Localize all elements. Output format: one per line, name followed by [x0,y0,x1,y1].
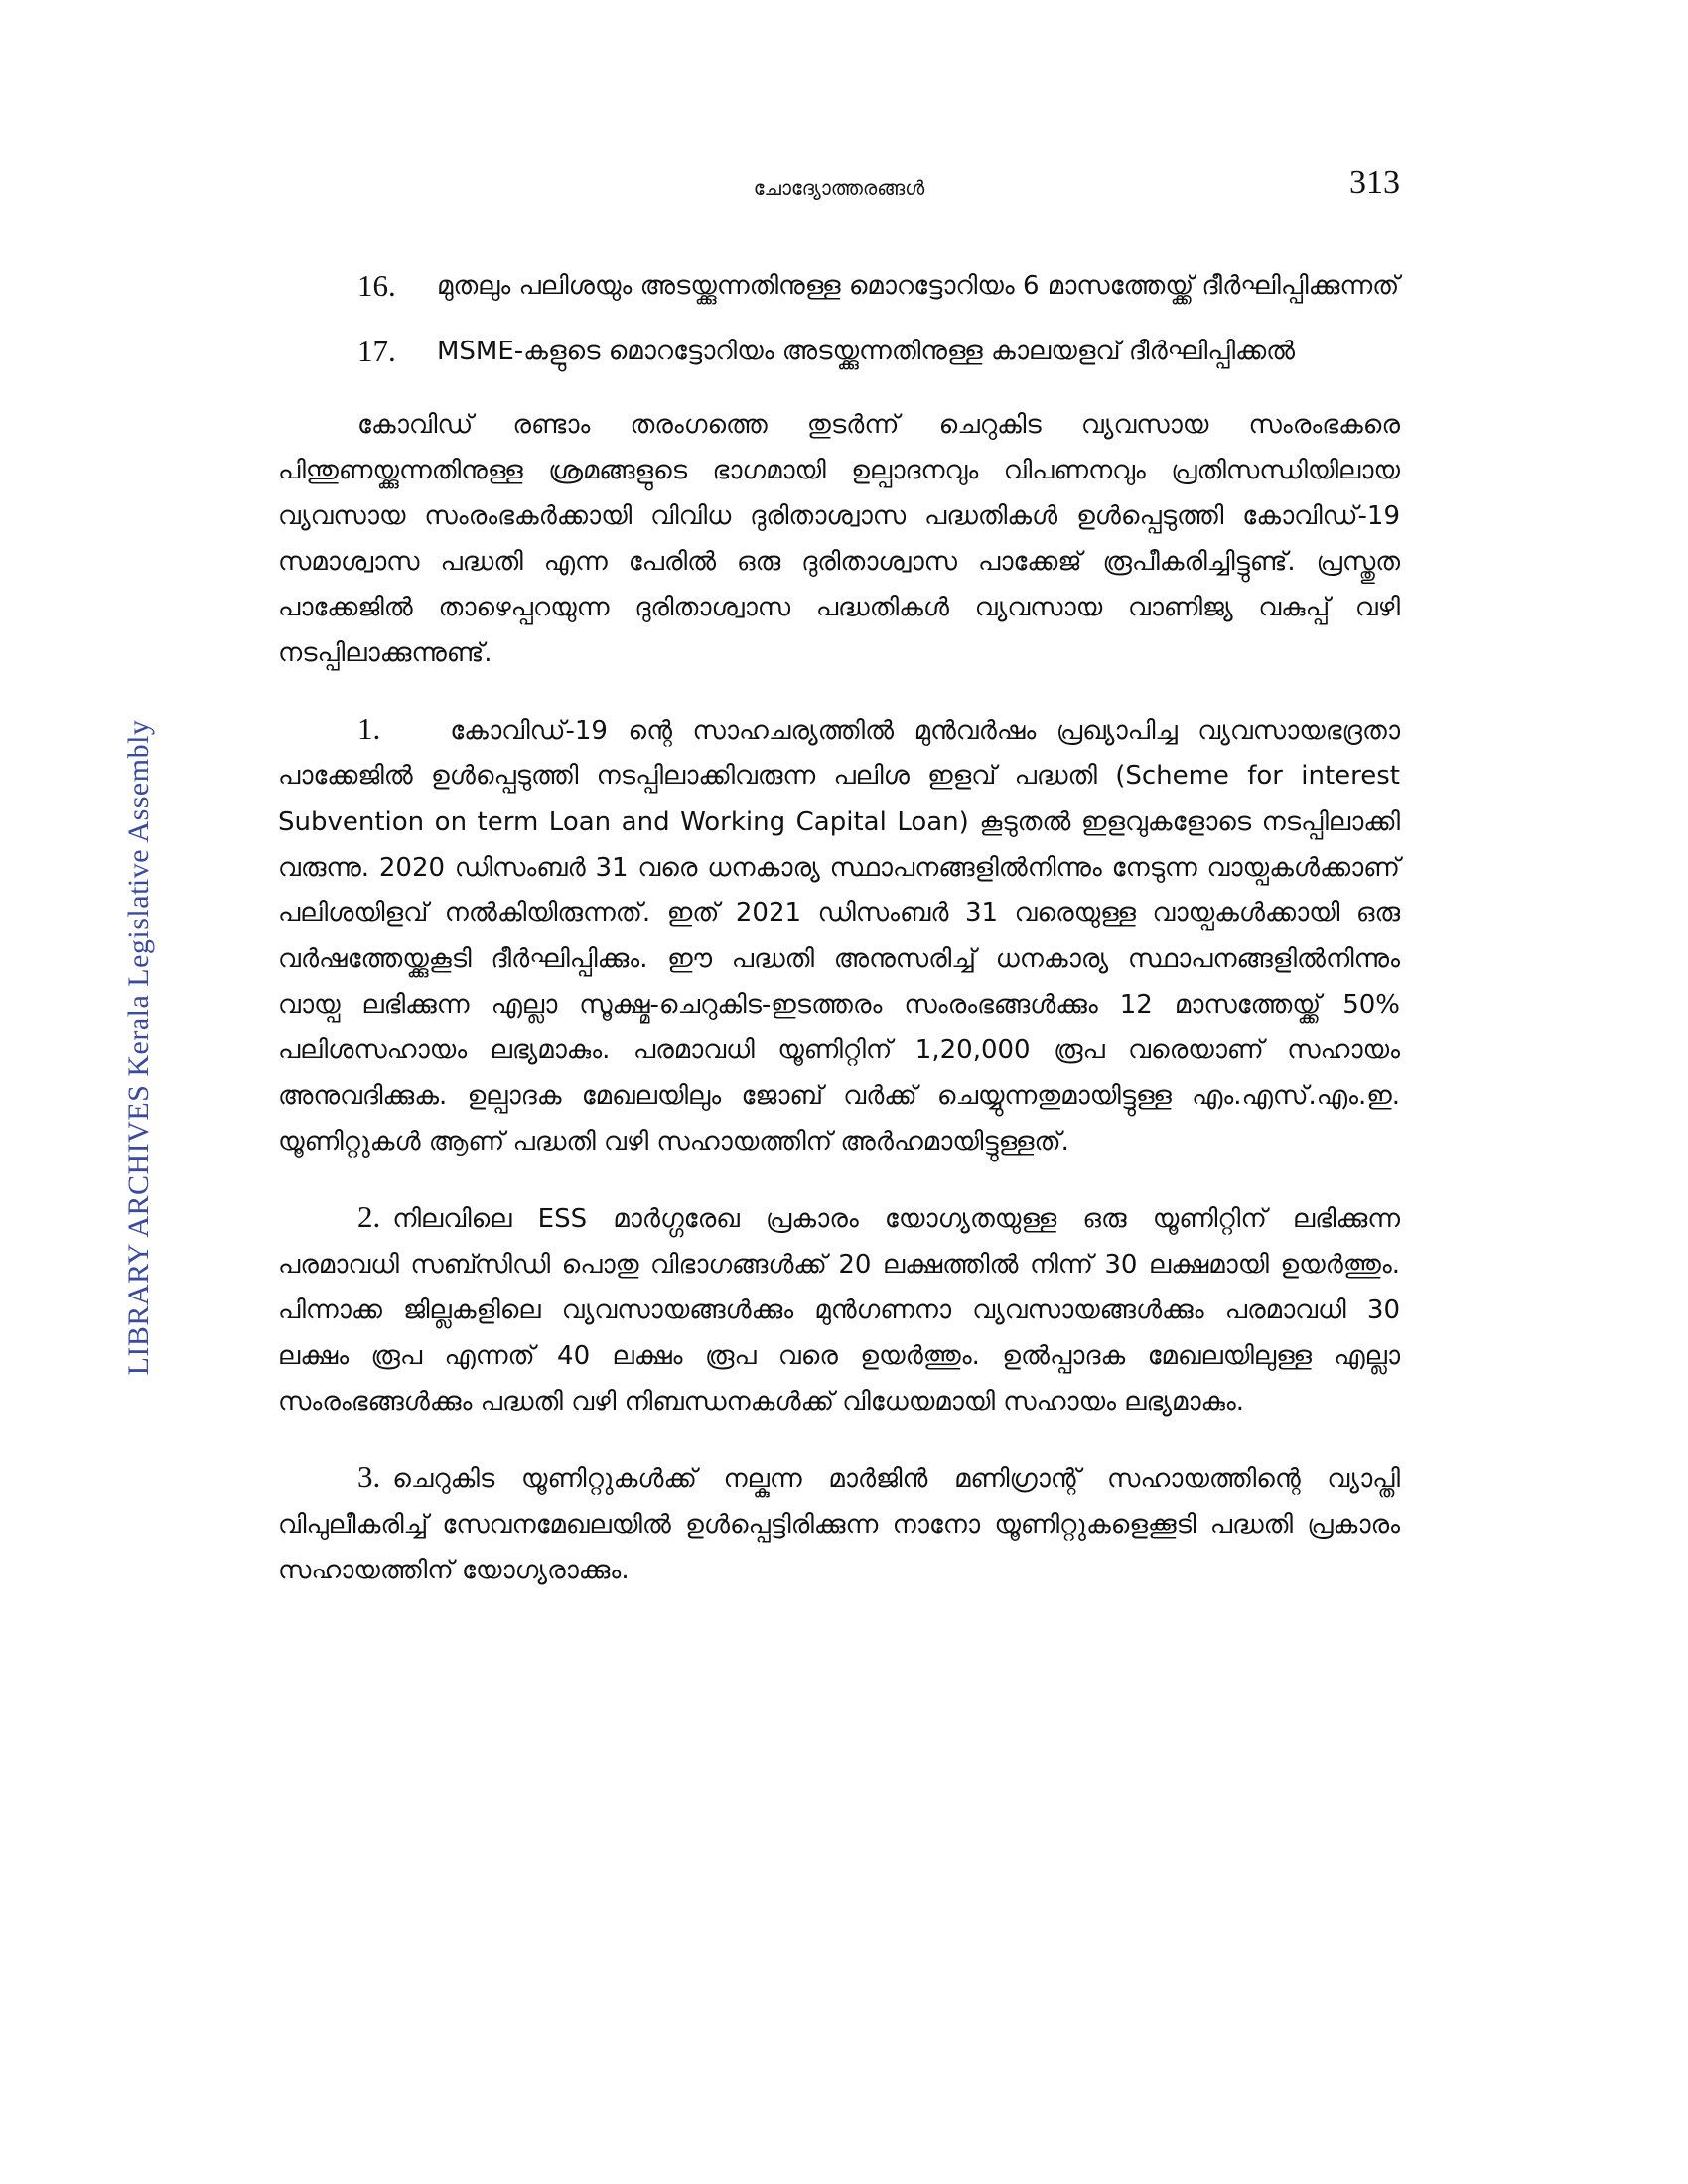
paragraph-number: 2. [357,1199,381,1234]
list-item-text: MSME-കളുടെ മൊറട്ടോറിയം അടയ്ക്കുന്നതിനുള്ള കാലയളവ് ദീർഘിപ്പിക്കൽ [437,337,1296,366]
numbered-paragraph-1 [278,706,1400,1164]
intro-paragraph: കോവിഡ് രണ്ടാം തരംഗത്തെ തുടർന്ന് ചെറുകിട വ്യവസായ സംരംഭകരെ പിന്തുണയ്ക്കുന്നതിനുള്ള ശ്രമങ്ങളുടെ ഭാഗമായി ഉല്പാദനവും വിപണനവും പ്രതിസന്ധിയിലായ വ്യവസായ സംരംഭകർക്കായി വിവിധ ദുരിതാശ്വാസ പദ്ധതികൾ ഉൾപ്പെടുത്തി കോവിഡ്-19 സമാശ്വാസ പദ്ധതി എന്ന പേരിൽ ഒരു ദുരിതാശ്വാസ പാക്കേജ് രൂപീകരിച്ചിട്ടുണ്ട്. പ്രസ്തുത പാക്കേജിൽ താഴെപ്പറയുന്ന ദുരിതാശ്വാസ പദ്ധതികൾ വ്യവസായ വാണിജ്യ വകുപ്പ് വഴി നടപ്പിലാക്കുന്നുണ്ട്. [278,410,1400,668]
paragraph-number: 1. [357,711,381,746]
paragraph-text: ചെറുകിട യൂണിറ്റുകൾക്ക് നല്കുന്ന മാർജിൻ മണിഗ്രാന്റ് സഹായത്തിന്റെ വ്യാപ്തി വിപുലീകരിച്ച് സേവനമേഖലയിൽ ഉൾപ്പെട്ടിരിക്കുന്ന നാനോ യൂണിറ്റുകളെക്കൂടി പദ്ധതി പ്രകാരം സഹായത്തിന് യോഗ്യരാക്കും. [278,1464,1400,1585]
paragraph-number: 3. [357,1459,381,1494]
paragraph-text: കോവിഡ്-19 ന്റെ സാഹചര്യത്തിൽ മുൻവർഷം പ്രഖ്യാപിച്ച വ്യവസായഭദ്രതാ പാക്കേജിൽ ഉൾപ്പെടുത്തി നടപ്പിലാക്കിവരുന്ന പലിശ ഇളവ് പദ്ധതി (Scheme for interest Subvention on term Loan and Working Capital Loan) കൂടുതൽ ഇളവുകളോടെ നടപ്പിലാക്കി വരുന്നു. 2020 ഡിസംബർ 31 വരെ ധനകാര്യ സ്ഥാപനങ്ങളിൽനിന്നും നേടുന്ന വായ്പകൾക്കാണ് പലിശയിളവ് നൽകിയിരുന്നത്. ഇത് 2021 ഡിസംബർ 31 വരെയുള്ള വായ്പകൾക്കായി ഒരു വർഷത്തേയ്ക്കുകൂടി ദീർഘിപ്പിക്കും. ഈ പദ്ധതി അനുസരിച്ച് ധനകാര്യ സ്ഥാപനങ്ങളിൽനിന്നും വായ്പ ലഭിക്കുന്ന എല്ലാ സൂക്ഷ്മ-ചെറുകിട-ഇടത്തരം സംരംഭങ്ങൾക്കും 12 മാസത്തേയ്ക്ക് 50% പലിശസഹായം ലഭ്യമാകും. പരമാവധി യൂണിറ്റിന് 1,20,000 രൂപ വരെയാണ് സഹായം അനുവദിക്കുക. ഉല്പാദക മേഖലയിലും ജോബ് വർക്ക് ചെയ്യുന്നതുമായിട്ടുള്ള എം.എസ്.എം.ഇ. യൂണിറ്റുകൾ ആണ് പദ്ധതി വഴി സഹായത്തിന് അർഹമായിട്ടുള്ളത്. [278,716,1400,1157]
list-item-17 [357,329,1400,374]
side-watermark: LIBRARY ARCHIVES Kerala Legislative Assembly [122,719,155,1376]
page-header [278,164,1400,213]
page-number: 313 [1349,164,1400,201]
list-item-number: 17. [357,334,396,368]
list-item-16 [357,263,1400,309]
numbered-paragraph-3 [278,1454,1400,1593]
running-head: ചോദ്യോത്തരങ്ങൾ [753,176,925,200]
paragraph-text: നിലവിലെ ESS മാർഗ്ഗരേഖ പ്രകാരം യോഗ്യതയുള്ള ഒരു യൂണിറ്റിന് ലഭിക്കുന്ന പരമാവധി സബ്സിഡി പൊതു വിഭാഗങ്ങൾക്ക് 20 ലക്ഷത്തിൽ നിന്ന് 30 ലക്ഷമായി ഉയർത്തും. പിന്നാക്ക ജില്ലകളിലെ വ്യവസായങ്ങൾക്കും മുൻഗണനാ വ്യവസായങ്ങൾക്കും പരമാവധി 30 ലക്ഷം രൂപ എന്നത് 40 ലക്ഷം രൂപ വരെ ഉയർത്തും. ഉൽപ്പാദക മേഖലയിലുള്ള എല്ലാ സംരംഭങ്ങൾക്കും പദ്ധതി വഴി നിബന്ധനകൾക്ക് വിധേയമായി സഹായം ലഭ്യമാകും. [278,1204,1400,1417]
page-content [278,263,1400,1623]
list-item-number: 16. [357,268,396,303]
numbered-paragraph-2 [278,1194,1400,1425]
list-item-text: മുതലും പലിശയും അടയ്ക്കുന്നതിനുള്ള മൊറട്ടോറിയം 6 മാസത്തേയ്ക്ക് ദീർഘിപ്പിക്കുന്നത് [437,271,1400,301]
